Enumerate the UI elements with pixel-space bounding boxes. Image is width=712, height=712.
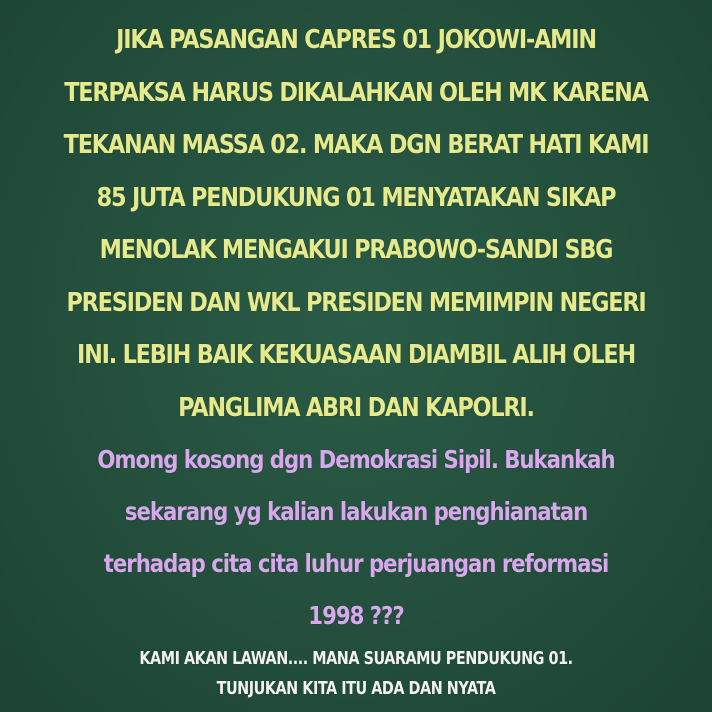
statement-line: TERPAKSA HARUS DIKALAHKAN OLEH MK KARENA (64, 77, 648, 108)
rebuttal-line: sekarang yg kalian lakukan penghianatan (124, 497, 588, 526)
statement-line: PANGLIMA ABRI DAN KAPOLRI. (178, 392, 534, 423)
rebuttal-line: 1998 ??? (308, 601, 404, 630)
footer-line: KAMI AKAN LAWAN.... MANA SUARAMU PENDUKUNG 01. (139, 648, 573, 669)
statement-line: INI. LEBIH BAIK KEKUASAAN DIAMBIL ALIH OLEH (76, 340, 635, 370)
rebuttal-line: terhadap cita cita luhur perjuangan reformasi (103, 549, 609, 578)
statement-line: 85 JUTA PENDUKUNG 01 MENYATAKAN SIKAP (96, 182, 616, 213)
statement-line: PRESIDEN DAN WKL PRESIDEN MEMIMPIN NEGERI (66, 287, 646, 318)
statement-line: MENOLAK MENGAKUI PRABOWO-SANDI SBG (99, 235, 613, 265)
statement-block (0, 14, 712, 434)
statement-line: JIKA PASANGAN CAPRES 01 JOKOWI-AMIN (116, 25, 596, 55)
statement-line: TEKANAN MASSA 02. MAKA DGN BERAT HATI KAMI (63, 130, 649, 160)
footer-block (0, 644, 712, 704)
rebuttal-line: Omong kosong dgn Demokrasi Sipil. Bukankah (97, 445, 615, 474)
footer-line: TUNJUKAN KITA ITU ADA DAN NYATA (216, 678, 496, 699)
rebuttal-block (0, 434, 712, 642)
